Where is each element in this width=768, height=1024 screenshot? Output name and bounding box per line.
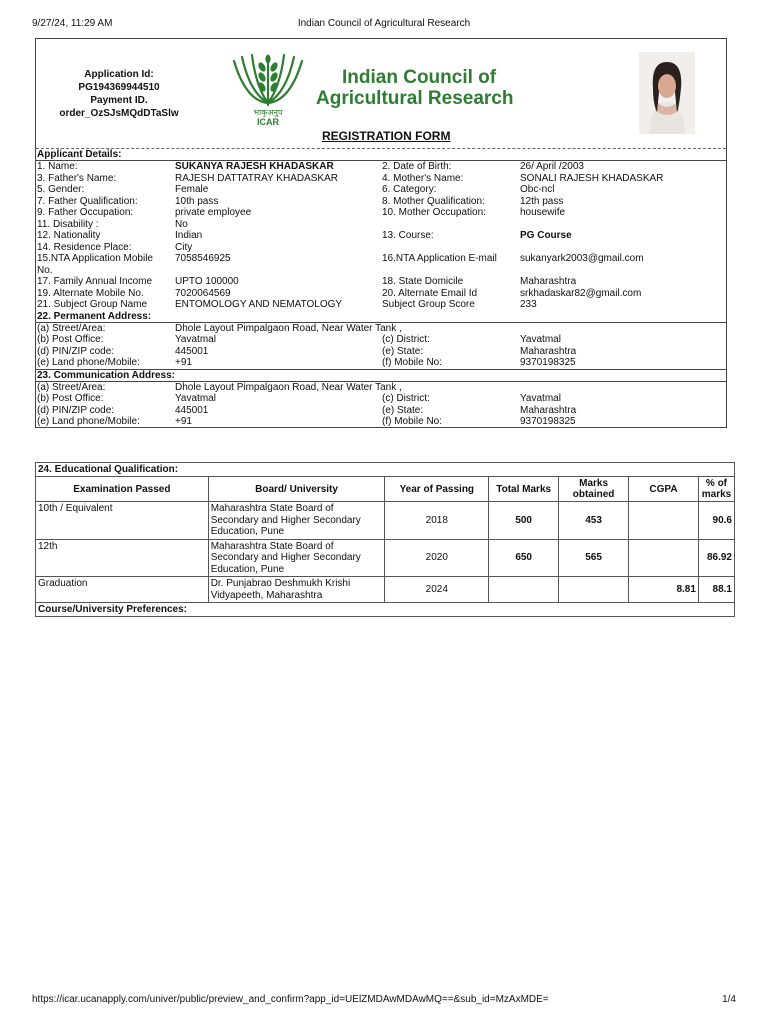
form-header — [36, 39, 726, 149]
land-phone-label: (e) Land phone/Mobile: — [37, 416, 140, 427]
father-qualification-value: 10th pass — [175, 195, 219, 207]
nationality-label: 12. Nationality — [37, 230, 101, 241]
percent-cell: 86.92 — [698, 539, 734, 577]
exam-cell: Graduation — [36, 577, 209, 603]
father-occupation-value: private employee — [175, 207, 252, 218]
col-obtained-header: Marks obtained — [559, 477, 629, 502]
address-row — [36, 405, 726, 417]
icar-logo-icon — [226, 51, 310, 127]
registration-form — [35, 38, 727, 428]
pin-value: 445001 — [175, 404, 209, 416]
detail-row — [36, 242, 726, 254]
education-title: 24. Educational Qualification: — [36, 463, 735, 477]
name-value: SUKANYA RAJESH KHADASKAR — [175, 161, 334, 172]
father-occupation-label: 9. Father Occupation: — [37, 207, 134, 218]
obtained-cell: 453 — [559, 502, 629, 540]
detail-row — [36, 276, 726, 288]
address-row — [36, 357, 726, 369]
exam-cell: 12th — [36, 539, 209, 577]
board-cell: Maharashtra State Board of Secondary and Higher Secondary Education, Pune — [208, 539, 385, 577]
total-cell — [489, 577, 559, 603]
mobile-label: (f) Mobile No: — [382, 357, 443, 368]
course-value: PG Course — [520, 230, 572, 241]
payment-id: order_OzSJsMQdDTaSlw — [59, 108, 179, 119]
detail-row — [36, 207, 726, 219]
logo-hindi-text: भाकृअनुप — [253, 108, 283, 117]
course-label: 13. Course: — [382, 230, 434, 241]
state-value: Maharashtra — [520, 345, 577, 357]
mother-name-value: SONALI RAJESH KHADASKAR — [520, 172, 664, 184]
post-office-label: (b) Post Office: — [37, 334, 104, 345]
address-row — [36, 393, 726, 405]
nta-email-label: 16.NTA Application E-mail — [382, 253, 497, 264]
state-label: (e) State: — [382, 404, 424, 416]
mother-qualification-value: 12th pass — [520, 195, 564, 207]
col-percent-header: % of marks — [698, 477, 734, 502]
pin-label: (d) PIN/ZIP code: — [37, 404, 115, 416]
preferences-row — [36, 603, 735, 617]
mother-name-label: 4. Mother's Name: — [382, 172, 464, 184]
district-label: (c) District: — [382, 393, 430, 404]
detail-row — [36, 219, 726, 231]
state-label: (e) State: — [382, 345, 424, 357]
table-row — [36, 502, 735, 540]
family-income-value: UPTO 100000 — [175, 276, 239, 287]
organization-name-line1: Indian Council of — [342, 67, 497, 88]
table-row — [36, 577, 735, 603]
percent-cell: 88.1 — [698, 577, 734, 603]
family-income-label: 17. Family Annual Income — [37, 276, 153, 287]
cgpa-cell — [629, 539, 699, 577]
organization-name — [316, 67, 513, 109]
detail-row — [36, 173, 726, 185]
dob-label: 2. Date of Birth: — [382, 161, 452, 172]
state-domicile-value: Maharashtra — [520, 276, 577, 287]
col-board-header: Board/ University — [208, 477, 385, 502]
application-id: PG194369944510 — [78, 82, 160, 93]
address-row — [36, 382, 726, 394]
dob-value: 26/ April /2003 — [520, 161, 584, 172]
district-value: Yavatmal — [520, 334, 561, 345]
nta-mobile-label: 15.NTA Application Mobile — [37, 253, 153, 264]
state-domicile-label: 18. State Domicile — [382, 276, 464, 287]
mobile-label: (f) Mobile No: — [382, 416, 443, 427]
year-cell: 2018 — [385, 502, 489, 540]
nta-mobile-label-cont: No. — [37, 264, 53, 276]
category-label: 6. Category: — [382, 184, 437, 195]
preferences-title: Course/University Preferences: — [36, 603, 735, 617]
detail-row — [36, 299, 726, 311]
land-phone-value: +91 — [175, 416, 192, 427]
mother-occupation-value: housewife — [520, 207, 566, 218]
post-office-value: Yavatmal — [175, 393, 216, 404]
application-info — [44, 68, 194, 120]
alternate-mobile-value: 7020064569 — [175, 287, 231, 299]
permanent-address — [36, 323, 726, 369]
board-cell: Dr. Punjabrao Deshmukh Krishi Vidyapeeth, Maharashtra — [208, 577, 385, 603]
father-name-value: RAJESH DATTATRAY KHADASKAR — [175, 172, 338, 184]
subject-score-label: Subject Group Score — [382, 299, 475, 310]
application-id-label: Application Id: — [84, 69, 154, 80]
detail-row — [36, 196, 726, 208]
father-qualification-label: 7. Father Qualification: — [37, 195, 138, 207]
subject-group-value: ENTOMOLOGY AND NEMATOLOGY — [175, 299, 343, 310]
state-value: Maharashtra — [520, 404, 577, 416]
address-row — [36, 334, 726, 346]
street-value: Dhole Layout Pimpalgaon Road, Near Water Tank , — [175, 381, 402, 393]
permanent-address-title: 22. Permanent Address: — [36, 311, 726, 323]
district-label: (c) District: — [382, 334, 430, 345]
mobile-value: 9370198325 — [520, 416, 576, 427]
total-cell: 500 — [489, 502, 559, 540]
address-row — [36, 346, 726, 358]
form-title: REGISTRATION FORM — [322, 129, 451, 143]
subject-score-value: 233 — [520, 299, 537, 310]
address-row — [36, 323, 726, 335]
street-label: (a) Street/Area: — [37, 322, 106, 334]
detail-row — [36, 253, 726, 276]
applicant-photo — [639, 52, 695, 134]
land-phone-value: +91 — [175, 357, 192, 368]
education-header-row — [36, 477, 735, 502]
print-timestamp: 9/27/24, 11:29 AM — [32, 18, 113, 29]
print-url: https://icar.ucanapply.com/univer/public/preview_and_confirm?app_id=UElZMDAwMDAwMQ==&sub_id=MzAxMDE= — [32, 994, 549, 1005]
pin-label: (d) PIN/ZIP code: — [37, 345, 115, 357]
post-office-label: (b) Post Office: — [37, 393, 104, 404]
obtained-cell: 565 — [559, 539, 629, 577]
post-office-value: Yavatmal — [175, 334, 216, 345]
percent-cell: 90.6 — [698, 502, 734, 540]
col-total-header: Total Marks — [489, 477, 559, 502]
print-page-title: Indian Council of Agricultural Research — [297, 18, 471, 29]
land-phone-label: (e) Land phone/Mobile: — [37, 357, 140, 368]
organization-name-line2: Agricultural Research — [316, 88, 514, 109]
alternate-email-value: srkhadaskar82@gmail.com — [520, 287, 642, 299]
year-cell: 2020 — [385, 539, 489, 577]
print-footer — [32, 994, 736, 1008]
detail-row — [36, 161, 726, 173]
name-label: 1. Name: — [37, 161, 78, 172]
mother-occupation-label: 10. Mother Occupation: — [382, 207, 486, 218]
detail-row — [36, 184, 726, 196]
alternate-email-label: 20. Alternate Email Id — [382, 287, 478, 299]
year-cell: 2024 — [385, 577, 489, 603]
nta-mobile-value: 7058546925 — [175, 253, 231, 264]
street-value: Dhole Layout Pimpalgaon Road, Near Water Tank , — [175, 322, 402, 334]
disability-label: 11. Disability : — [37, 218, 99, 230]
pin-value: 445001 — [175, 345, 209, 357]
cgpa-cell — [629, 502, 699, 540]
obtained-cell — [559, 577, 629, 603]
total-cell: 650 — [489, 539, 559, 577]
education-caption-row — [36, 463, 735, 477]
residence-label: 14. Residence Place: — [37, 241, 132, 253]
father-name-label: 3. Father's Name: — [37, 172, 117, 184]
board-cell: Maharashtra State Board of Secondary and Higher Secondary Education, Pune — [208, 502, 385, 540]
communication-address-title: 23. Communication Address: — [36, 369, 726, 382]
gender-label: 5. Gender: — [37, 184, 85, 195]
applicant-details-title: Applicant Details: — [36, 149, 726, 161]
page-number: 1/4 — [722, 994, 736, 1005]
category-value: Obc-ncl — [520, 184, 555, 195]
mobile-value: 9370198325 — [520, 357, 576, 368]
alternate-mobile-label: 19. Alternate Mobile No. — [37, 287, 144, 299]
table-row — [36, 539, 735, 577]
detail-row — [36, 230, 726, 242]
address-row — [36, 416, 726, 428]
education-table — [35, 462, 735, 617]
district-value: Yavatmal — [520, 393, 561, 404]
payment-id-label: Payment ID. — [90, 95, 148, 106]
street-label: (a) Street/Area: — [37, 381, 106, 393]
gender-value: Female — [175, 184, 209, 195]
nta-email-value: sukanyark2003@gmail.com — [520, 253, 644, 264]
residence-value: City — [175, 241, 193, 253]
cgpa-cell: 8.81 — [629, 577, 699, 603]
detail-row — [36, 288, 726, 300]
logo-icar-text: ICAR — [257, 117, 279, 127]
col-cgpa-header: CGPA — [629, 477, 699, 502]
nationality-value: Indian — [175, 230, 203, 241]
disability-value: No — [175, 218, 188, 230]
communication-address — [36, 382, 726, 428]
exam-cell: 10th / Equivalent — [36, 502, 209, 540]
mother-qualification-label: 8. Mother Qualification: — [382, 195, 485, 207]
print-header — [32, 18, 736, 32]
applicant-details — [36, 161, 726, 311]
col-year-header: Year of Passing — [385, 477, 489, 502]
subject-group-label: 21. Subject Group Name — [37, 299, 148, 310]
col-exam-header: Examination Passed — [36, 477, 209, 502]
